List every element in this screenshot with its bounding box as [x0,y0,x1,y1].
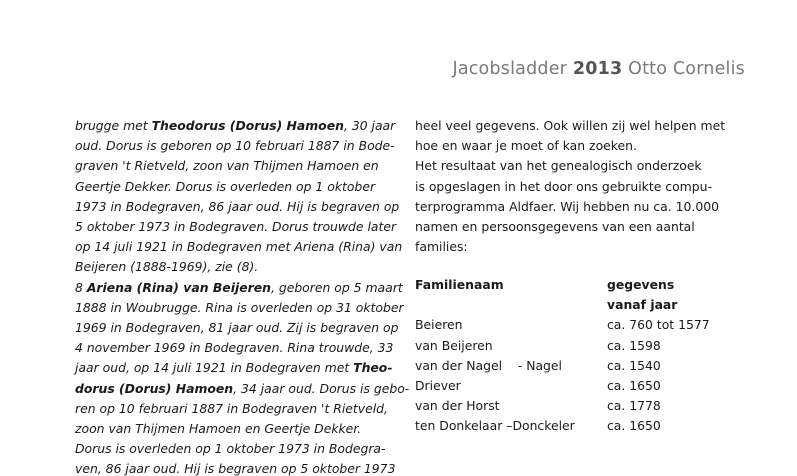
text-segment: 1973 in Bodegraven, 86 jaar oud. Hij is begraven op [75,198,400,214]
text-segment: Beijeren (1888-1969), zie (8). [75,259,259,275]
families-table [415,275,755,437]
family-name-cell: van der Horst [415,398,500,414]
text-segment: zoon van Thijmen Hamoen en Geertje Dekker. [75,421,362,437]
header-gegevens: gegevens [607,277,675,292]
text-line [75,237,403,257]
bold-name-text: Ariena (Rina) van Beijeren [86,279,271,295]
text-line [75,116,396,136]
bold-name-text: Theo- [353,360,393,376]
text-segment: 5 oktober 1973 in Bodegraven. Dorus trouwde later [75,219,397,235]
family-name-cell: van Beijeren [415,337,493,353]
header-title-prefix: Jacobsladder [452,59,573,79]
table-header-row-2 [415,295,755,315]
text-line [75,318,399,338]
text-segment: op 14 juli 1921 in Bodegraven met Ariena (Rina) van [75,239,403,255]
text-line: is opgeslagen in het door ons gebruikte compu- [415,178,712,194]
page-header [452,59,745,79]
right-text-column [415,116,755,257]
text-segment: , 30 jaar [343,118,396,133]
text-line [75,419,385,439]
text-segment: 1969 in Bodegraven, 81 jaar oud. Zij is begraven op [75,320,399,336]
text-line [75,338,394,358]
table-row [415,356,755,376]
text-line [75,136,395,156]
header-title-suffix: Otto Cornelis [622,59,745,79]
text-segment: Geertje Dekker. Dorus is overleden op 1 oktober [75,178,376,194]
text-line: hoe en waar je moet of kan zoeken. [415,138,637,154]
text-line [75,358,393,378]
text-line [75,379,410,399]
bold-name-text: Theodorus (Dorus) Hamoen [151,118,344,133]
text-segment: graven 't Rietveld, zoon van Thijmen Hamoen en [75,158,379,174]
table-row [415,315,755,335]
text-line [75,197,400,217]
text-line [75,298,404,318]
header-spacer [415,295,607,315]
header-familienaam: Familienaam [415,277,504,292]
family-name-cell: Driever [415,378,461,394]
table-row [415,416,755,436]
text-line [75,177,385,197]
text-line [75,459,396,476]
text-segment: brugge met [75,118,152,133]
data-since-cell: ca. 1650 [607,418,661,434]
table-header-row [415,275,755,295]
text-segment: 8 [75,279,87,295]
text-segment: Dorus is overleden op 1 oktober 1973 in Bodegra- [75,441,386,457]
text-segment: ven, 86 jaar oud. Hij is begraven op 5 oktober 1973 [75,461,396,476]
text-line [75,278,403,298]
data-since-cell: ca. 1540 [607,357,661,373]
family-name-cell: ten Donkelaar –Donckeler [415,418,575,434]
text-line [75,399,388,419]
text-line: Het resultaat van het genealogisch onderzoek [415,158,702,174]
text-line: terprogramma Aldfaer. Wij hebben nu ca. 10.000 [415,198,719,214]
text-line [75,217,397,237]
text-line [75,257,385,277]
table-row [415,376,755,396]
table-body [415,315,755,436]
data-since-cell: ca. 1598 [607,337,661,353]
bold-name-text: dorus (Dorus) Hamoen [75,380,234,396]
text-segment: , geboren op 5 maart [270,279,403,295]
text-line [75,156,385,176]
left-text-column [75,116,410,476]
header-vanaf-jaar: vanaf jaar [607,297,678,313]
header-year: 2013 [572,59,623,79]
text-segment: 4 november 1969 in Bodegraven. Rina trouwde, 33 [75,340,394,356]
data-since-cell: ca. 1778 [607,398,661,414]
table-row [415,336,755,356]
text-segment: 1888 in Woubrugge. Rina is overleden op 31 oktober [75,299,404,315]
data-since-cell: ca. 1650 [607,378,661,394]
family-name-cell: Beieren [415,317,463,333]
text-segment: , 34 jaar oud. Dorus is gebo- [233,380,410,396]
text-line: families: [415,239,468,255]
table-row [415,396,755,416]
text-segment: jaar oud, op 14 juli 1921 in Bodegraven met [75,360,354,376]
text-line: heel veel gegevens. Ook willen zij wel helpen met [415,118,726,133]
data-since-cell: ca. 760 tot 1577 [607,317,710,333]
text-segment: oud. Dorus is geboren op 10 februari 1887 in Bode- [75,138,395,154]
text-segment: ren op 10 februari 1887 in Bodegraven 't Rietveld, [75,400,388,416]
family-name-cell: van der Nagel - Nagel [415,357,562,373]
text-line: namen en persoonsgegevens van een aantal [415,219,695,235]
text-line [75,439,385,459]
